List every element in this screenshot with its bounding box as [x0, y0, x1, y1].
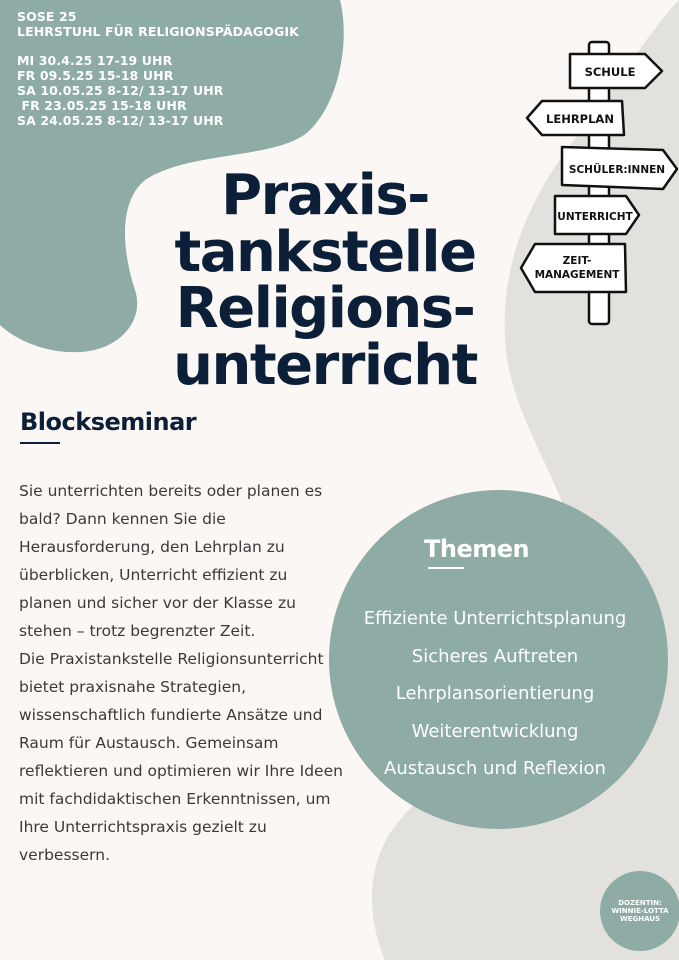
- date-line: SA 10.05.25 8-12/ 13-17 UHR: [17, 83, 224, 98]
- sign-label-unterricht: UNTERRICHT: [557, 211, 633, 223]
- subtitle-underline: [20, 442, 60, 444]
- signpost-illustration: [515, 38, 679, 330]
- sign-label-schule: SCHULE: [584, 65, 636, 79]
- date-line: FR 09.5.25 15-18 UHR: [17, 68, 174, 83]
- chair-label: LEHRSTUHL FÜR RELIGIONSPÄDAGOGIK: [17, 24, 299, 39]
- sign-zeitmanagement: [521, 244, 626, 292]
- dozent-badge: [600, 871, 679, 951]
- dozent-name: WINNIE-LOTTA: [611, 907, 669, 915]
- themen-item: Austausch und Reflexion: [384, 758, 606, 779]
- sign-label-management: MANAGEMENT: [534, 269, 620, 281]
- dozent-name: WEGHAUS: [619, 915, 661, 923]
- semester-label: SOSE 25: [17, 9, 77, 24]
- subtitle-blockseminar: Blockseminar: [20, 408, 197, 436]
- date-line: MI 30.4.25 17-19 UHR: [17, 53, 173, 68]
- title-line: unterricht: [173, 332, 477, 398]
- title-line: Praxis-: [221, 163, 429, 228]
- sign-label-schueler: SCHÜLER:INNEN: [568, 164, 666, 176]
- title-line: Religions-: [175, 276, 475, 341]
- themen-item: Sicheres Auftreten: [411, 645, 579, 667]
- header-info: [17, 9, 299, 128]
- themen-item: Effiziente Unterrichtsplanung: [363, 608, 627, 629]
- date-line: FR 23.05.25 15-18 UHR: [17, 98, 187, 113]
- date-line: SA 24.05.25 8-12/ 13-17 UHR: [17, 113, 224, 128]
- themen-heading: Themen: [424, 535, 530, 563]
- themen-list: [345, 600, 645, 788]
- page-title: [160, 163, 490, 398]
- title-line: tankstelle: [174, 219, 476, 285]
- dozent-label: DOZENTIN:: [618, 899, 662, 907]
- themen-item: Weiterentwicklung: [411, 720, 579, 742]
- themen-item: Lehrplansorientierung: [395, 683, 595, 704]
- description-paragraph: Sie unterrichten bereits oder planen es bald? Dann kennen Sie die Herausforderung, den Lehrplan zu überblicken, Unterricht effizient zu planen und sicher vor der Klasse zu stehen – trotz begrenzter Zeit.: [19, 482, 323, 640]
- sign-label-lehrplan: LEHRPLAN: [546, 112, 614, 126]
- sign-label-zeit: ZEIT-: [562, 255, 592, 267]
- themen-underline: [428, 567, 464, 569]
- description-paragraph: Die Praxistankstelle Religionsunterricht bietet praxisnahe Strategien, wissenschaftlich fundierte Ansätze und Raum für Austausch. Gemeinsam reflektieren und optimieren wir Ihre Ideen mit fachdidaktischen Erkenntnissen, um Ihre Unterrichtspraxis gezielt zu verbessern.: [19, 650, 343, 864]
- description-text: [19, 477, 344, 869]
